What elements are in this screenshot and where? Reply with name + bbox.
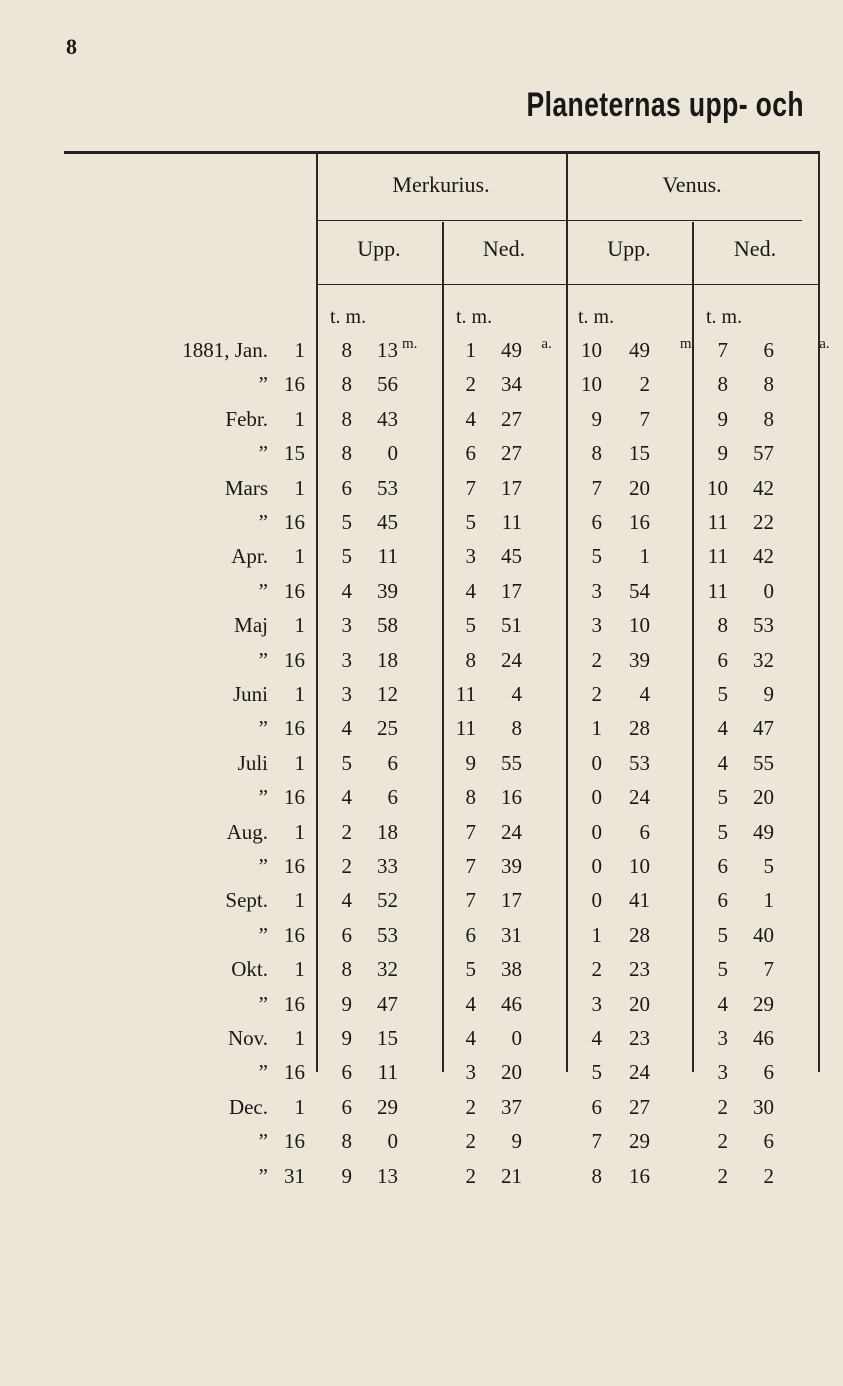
row-day: 1	[294, 750, 305, 775]
time-minute: 16	[629, 1163, 650, 1188]
row-day: 1	[294, 338, 305, 362]
time-hour: 1	[591, 716, 602, 741]
time-minute: 13	[377, 338, 398, 362]
time-minute: 23	[629, 957, 650, 982]
table-row	[0, 854, 843, 886]
time-minute: 18	[377, 647, 398, 672]
time-minute: 55	[753, 750, 774, 775]
time-suffix: m.	[402, 336, 418, 352]
row-month: Juni	[232, 682, 268, 706]
time-minute: 0	[511, 1026, 522, 1050]
time-minute: 39	[629, 647, 650, 672]
time-hour: 1	[591, 922, 602, 947]
time-minute: 43	[377, 406, 398, 431]
time-hour: 6	[341, 1094, 352, 1119]
row-month: ”	[258, 785, 268, 810]
time-suffix: a.	[819, 336, 830, 352]
time-hour: 0	[591, 750, 602, 775]
time-minute: 24	[501, 647, 522, 672]
time-hour: 3	[341, 613, 352, 638]
table-row	[0, 441, 843, 473]
time-minute: 33	[377, 854, 398, 878]
row-day: 1	[294, 1094, 305, 1119]
time-hour: 2	[591, 647, 602, 672]
time-hour: 6	[465, 922, 476, 947]
time-hour: 6	[341, 922, 352, 947]
time-hour: 0	[591, 785, 602, 810]
time-hour: 3	[591, 991, 602, 1016]
time-minute: 27	[501, 406, 522, 431]
time-hour: 7	[465, 854, 476, 878]
time-hour: 2	[465, 372, 476, 397]
row-month: Apr.	[231, 544, 268, 569]
time-hour: 0	[591, 819, 602, 844]
time-minute: 15	[377, 1026, 398, 1050]
column-header-merkurius-upp: Upp.	[357, 236, 401, 261]
time-minute: 9	[511, 1129, 522, 1154]
row-month: ”	[258, 1060, 268, 1085]
table-row	[0, 1129, 843, 1161]
time-hour: 3	[341, 682, 352, 706]
time-hour: 9	[717, 406, 728, 431]
time-hour: 2	[717, 1163, 728, 1188]
time-minute: 53	[753, 613, 774, 638]
time-hour: 3	[465, 1060, 476, 1085]
time-minute: 51	[501, 613, 522, 638]
time-minute: 8	[511, 716, 522, 741]
time-hour: 6	[717, 647, 728, 672]
time-hour: 11	[455, 716, 476, 741]
time-hour: 4	[591, 1026, 602, 1050]
time-hour: 2	[717, 1129, 728, 1154]
table-row	[0, 1095, 843, 1127]
row-month: Maj	[234, 613, 268, 638]
time-hour: 8	[341, 406, 352, 431]
time-hour: 11	[707, 578, 728, 603]
time-minute: 20	[501, 1060, 522, 1085]
time-minute: 6	[639, 819, 650, 844]
time-hour: 4	[717, 716, 728, 741]
table-row	[0, 613, 843, 645]
time-hour: 7	[465, 819, 476, 844]
time-hour: 9	[341, 1026, 352, 1050]
row-day: 16	[284, 1129, 305, 1154]
row-month: ”	[258, 716, 268, 741]
row-month: ”	[258, 647, 268, 672]
row-day: 15	[284, 441, 305, 466]
row-day: 1	[294, 475, 305, 500]
time-minute: 49	[753, 819, 774, 844]
row-day: 1	[294, 819, 305, 844]
row-month: ”	[258, 372, 268, 397]
time-minute: 11	[377, 1060, 398, 1085]
time-minute: 45	[377, 510, 398, 534]
row-day: 16	[284, 510, 305, 534]
planet-header-venus: Venus.	[662, 172, 722, 197]
row-month: ”	[258, 1163, 268, 1188]
time-minute: 25	[377, 716, 398, 741]
time-minute: 39	[501, 854, 522, 878]
table-row	[0, 510, 843, 542]
row-day: 16	[284, 647, 305, 672]
time-hour: 8	[341, 441, 352, 466]
time-minute: 52	[377, 888, 398, 913]
time-minute: 0	[763, 578, 774, 603]
time-hour: 11	[707, 544, 728, 569]
row-month: Mars	[224, 475, 268, 500]
time-minute: 27	[629, 1094, 650, 1119]
time-minute: 24	[501, 819, 522, 844]
time-hour: 8	[341, 1129, 352, 1154]
time-hour: 7	[591, 475, 602, 500]
table-row	[0, 992, 843, 1024]
time-hour: 5	[591, 1060, 602, 1085]
header-rule-columns	[316, 284, 820, 285]
time-hour: 4	[341, 578, 352, 603]
time-hour: 1	[465, 338, 476, 362]
time-hour: 8	[717, 372, 728, 397]
row-month: Sept.	[225, 888, 268, 913]
time-hour: 6	[591, 1094, 602, 1119]
time-hour: 7	[717, 338, 728, 362]
time-minute: 41	[629, 888, 650, 913]
time-hour: 2	[591, 682, 602, 706]
row-month: ”	[258, 854, 268, 878]
time-minute: 34	[501, 372, 522, 397]
time-suffix: m.	[679, 336, 696, 352]
time-minute: 42	[753, 544, 774, 569]
row-month: ”	[258, 1129, 268, 1154]
unit-header-3: t. m.	[578, 306, 615, 328]
time-hour: 5	[341, 510, 352, 534]
time-minute: 46	[501, 991, 522, 1016]
time-hour: 8	[341, 372, 352, 397]
time-minute: 18	[377, 819, 398, 844]
row-day: 16	[284, 922, 305, 947]
page-number: 8	[66, 34, 77, 59]
row-day: 1	[294, 544, 305, 569]
table-row	[0, 338, 843, 370]
time-minute: 11	[377, 544, 398, 569]
row-day: 1	[294, 888, 305, 913]
time-minute: 29	[629, 1129, 650, 1154]
time-minute: 6	[387, 750, 398, 775]
time-minute: 11	[501, 510, 522, 534]
time-hour: 11	[707, 510, 728, 534]
time-hour: 5	[465, 510, 476, 534]
time-hour: 4	[341, 888, 352, 913]
time-minute: 28	[629, 922, 650, 947]
time-minute: 20	[629, 991, 650, 1016]
row-day: 1	[294, 613, 305, 638]
time-hour: 4	[341, 716, 352, 741]
row-day: 16	[284, 785, 305, 810]
column-header-venus-ned: Ned.	[733, 236, 777, 261]
time-hour: 10	[707, 475, 728, 500]
time-minute: 6	[387, 785, 398, 810]
time-minute: 7	[763, 957, 774, 982]
table-row	[0, 682, 843, 714]
time-minute: 20	[629, 475, 650, 500]
time-minute: 32	[753, 647, 774, 672]
time-minute: 53	[377, 475, 398, 500]
time-hour: 0	[591, 888, 602, 913]
time-minute: 1	[639, 544, 650, 569]
time-minute: 13	[377, 1163, 398, 1188]
time-hour: 9	[591, 406, 602, 431]
time-hour: 5	[341, 544, 352, 569]
row-month: Aug.	[226, 819, 268, 844]
time-minute: 29	[753, 991, 774, 1016]
time-hour: 3	[591, 613, 602, 638]
time-minute: 58	[377, 613, 398, 638]
time-hour: 0	[591, 854, 602, 878]
header-rule-planets	[316, 220, 802, 221]
time-minute: 17	[501, 888, 522, 913]
time-minute: 6	[763, 1060, 774, 1085]
row-month: Okt.	[231, 957, 268, 982]
row-month: Juli	[237, 750, 268, 775]
time-minute: 4	[511, 682, 522, 706]
time-minute: 31	[501, 922, 522, 947]
time-hour: 4	[717, 991, 728, 1016]
time-hour: 2	[341, 819, 352, 844]
time-minute: 32	[377, 957, 398, 982]
time-minute: 38	[501, 957, 522, 982]
time-hour: 4	[465, 578, 476, 603]
row-day: 16	[284, 1060, 305, 1085]
time-hour: 8	[717, 613, 728, 638]
time-hour: 5	[717, 819, 728, 844]
time-minute: 2	[763, 1163, 774, 1188]
time-minute: 56	[377, 372, 398, 397]
row-day: 16	[284, 716, 305, 741]
row-day: 16	[284, 991, 305, 1016]
time-hour: 6	[341, 1060, 352, 1085]
row-month: ”	[258, 991, 268, 1016]
time-minute: 27	[501, 441, 522, 466]
time-hour: 2	[465, 1129, 476, 1154]
time-minute: 37	[501, 1094, 522, 1119]
time-minute: 16	[629, 510, 650, 534]
time-suffix: a.	[541, 336, 552, 352]
time-minute: 16	[501, 785, 522, 810]
time-hour: 9	[465, 750, 476, 775]
table-row	[0, 1026, 843, 1058]
table-row	[0, 476, 843, 508]
time-minute: 30	[753, 1094, 774, 1119]
time-minute: 53	[629, 750, 650, 775]
time-minute: 4	[639, 682, 650, 706]
time-hour: 2	[465, 1163, 476, 1188]
time-hour: 5	[717, 957, 728, 982]
time-minute: 47	[753, 716, 774, 741]
table-row	[0, 1164, 843, 1196]
time-minute: 24	[629, 1060, 650, 1085]
time-minute: 9	[763, 682, 774, 706]
time-minute: 8	[763, 406, 774, 431]
time-minute: 46	[753, 1026, 774, 1050]
table-row	[0, 751, 843, 783]
time-minute: 24	[629, 785, 650, 810]
time-minute: 6	[763, 338, 774, 362]
row-month: ”	[258, 578, 268, 603]
time-hour: 3	[341, 647, 352, 672]
time-minute: 42	[753, 475, 774, 500]
time-hour: 3	[591, 578, 602, 603]
time-minute: 49	[629, 338, 650, 362]
time-minute: 20	[753, 785, 774, 810]
time-minute: 47	[377, 991, 398, 1016]
time-hour: 10	[581, 338, 602, 362]
time-hour: 6	[465, 441, 476, 466]
time-minute: 2	[639, 372, 650, 397]
time-minute: 21	[501, 1163, 522, 1188]
row-day: 16	[284, 372, 305, 397]
time-minute: 54	[629, 578, 650, 603]
time-minute: 10	[629, 854, 650, 878]
row-day: 1	[294, 1026, 305, 1050]
row-month: Febr.	[225, 406, 268, 431]
time-minute: 45	[501, 544, 522, 569]
time-hour: 2	[341, 854, 352, 878]
time-minute: 29	[377, 1094, 398, 1119]
time-minute: 12	[377, 682, 398, 706]
table-row	[0, 716, 843, 748]
table-row	[0, 407, 843, 439]
time-minute: 23	[629, 1026, 650, 1050]
table-row	[0, 957, 843, 989]
row-month: 1881, Jan.	[182, 338, 268, 362]
table-row	[0, 372, 843, 404]
time-hour: 8	[591, 441, 602, 466]
time-hour: 6	[717, 854, 728, 878]
time-hour: 5	[717, 785, 728, 810]
row-day: 31	[284, 1163, 305, 1188]
time-hour: 9	[717, 441, 728, 466]
time-minute: 17	[501, 475, 522, 500]
time-hour: 10	[581, 372, 602, 397]
time-minute: 0	[387, 441, 398, 466]
time-hour: 4	[341, 785, 352, 810]
time-minute: 57	[753, 441, 774, 466]
time-minute: 10	[629, 613, 650, 638]
time-hour: 5	[717, 682, 728, 706]
time-hour: 11	[455, 682, 476, 706]
unit-header-4: t. m.	[706, 306, 743, 328]
time-hour: 6	[717, 888, 728, 913]
unit-header-2: t. m.	[456, 306, 493, 328]
time-hour: 8	[465, 785, 476, 810]
time-hour: 4	[465, 991, 476, 1016]
time-hour: 7	[465, 475, 476, 500]
time-minute: 6	[763, 1129, 774, 1154]
table-row	[0, 923, 843, 955]
table-row	[0, 579, 843, 611]
row-day: 16	[284, 854, 305, 878]
row-month: Nov.	[227, 1026, 268, 1050]
row-day: 1	[294, 957, 305, 982]
row-month: ”	[258, 510, 268, 534]
time-hour: 8	[341, 957, 352, 982]
time-hour: 8	[341, 338, 352, 362]
column-header-venus-upp: Upp.	[607, 236, 651, 261]
time-hour: 2	[465, 1094, 476, 1119]
time-hour: 5	[341, 750, 352, 775]
time-minute: 22	[753, 510, 774, 534]
time-hour: 7	[465, 888, 476, 913]
time-minute: 55	[501, 750, 522, 775]
unit-header-1: t. m.	[330, 306, 367, 328]
planet-header-merkurius: Merkurius.	[392, 172, 490, 197]
row-day: 1	[294, 406, 305, 431]
table-row	[0, 888, 843, 920]
time-minute: 15	[629, 441, 650, 466]
time-hour: 7	[591, 1129, 602, 1154]
row-day: 16	[284, 578, 305, 603]
time-minute: 39	[377, 578, 398, 603]
time-minute: 28	[629, 716, 650, 741]
column-header-merkurius-ned: Ned.	[482, 236, 526, 261]
time-minute: 8	[763, 372, 774, 397]
row-month: Dec.	[228, 1094, 268, 1119]
time-hour: 5	[465, 957, 476, 982]
time-hour: 5	[465, 613, 476, 638]
table-row	[0, 544, 843, 576]
time-hour: 4	[465, 1026, 476, 1050]
time-hour: 5	[591, 544, 602, 569]
time-hour: 3	[717, 1026, 728, 1050]
time-minute: 53	[377, 922, 398, 947]
time-hour: 6	[591, 510, 602, 534]
time-minute: 7	[639, 406, 650, 431]
table-row	[0, 785, 843, 817]
time-hour: 5	[717, 922, 728, 947]
table-row	[0, 1060, 843, 1092]
time-minute: 17	[501, 578, 522, 603]
time-hour: 8	[591, 1163, 602, 1188]
row-month: ”	[258, 922, 268, 947]
time-hour: 6	[341, 475, 352, 500]
time-minute: 0	[387, 1129, 398, 1154]
time-hour: 3	[465, 544, 476, 569]
page-title: Planeternas upp- och	[526, 86, 804, 124]
time-hour: 4	[717, 750, 728, 775]
row-month: ”	[258, 441, 268, 466]
time-minute: 1	[763, 888, 774, 913]
table-row	[0, 820, 843, 852]
time-hour: 8	[465, 647, 476, 672]
time-minute: 49	[501, 338, 522, 362]
time-hour: 2	[591, 957, 602, 982]
time-hour: 4	[465, 406, 476, 431]
time-hour: 9	[341, 1163, 352, 1188]
time-minute: 5	[763, 854, 774, 878]
top-rule	[64, 151, 820, 154]
time-hour: 9	[341, 991, 352, 1016]
table-row	[0, 648, 843, 680]
row-day: 1	[294, 682, 305, 706]
time-hour: 2	[717, 1094, 728, 1119]
time-hour: 3	[717, 1060, 728, 1085]
time-minute: 40	[753, 922, 774, 947]
